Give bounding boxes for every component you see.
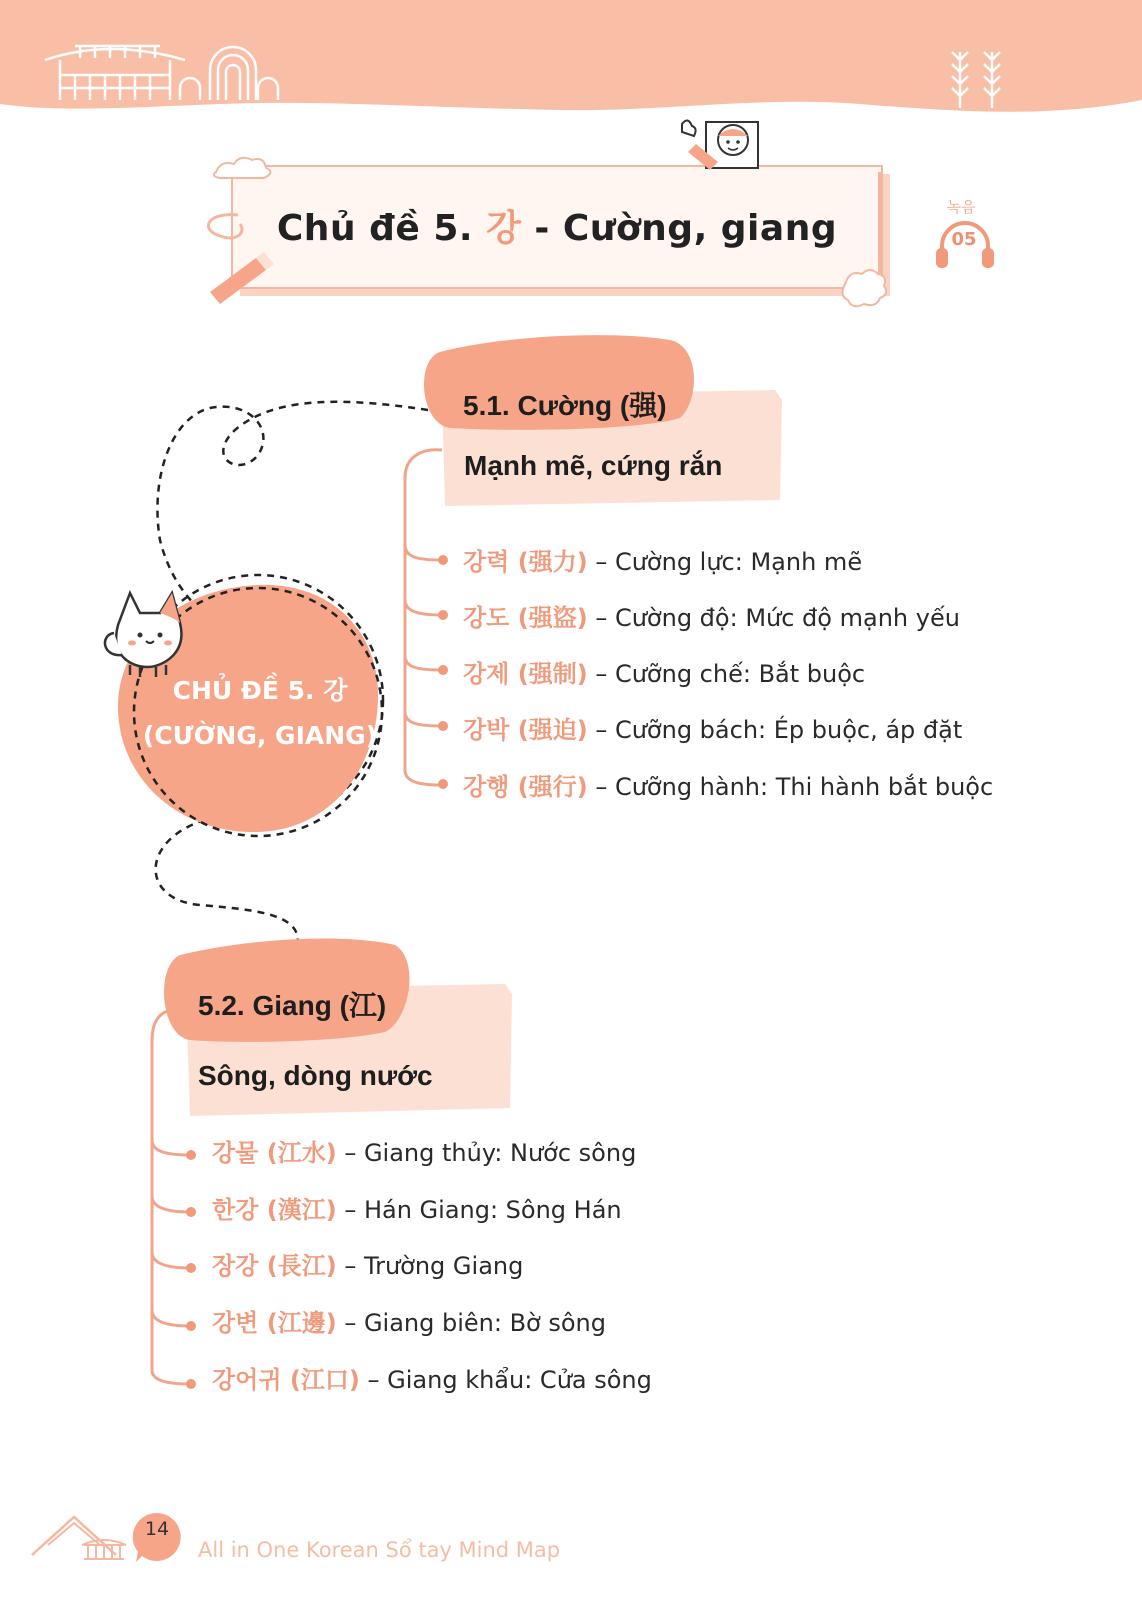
footer-house-icon [28, 1505, 128, 1565]
item-dash: – [595, 716, 608, 744]
page-number: 14 [144, 1518, 170, 1540]
list-item [212, 1246, 523, 1281]
title-prefix: Chủ đề 5. [276, 208, 474, 249]
list-item [212, 1360, 652, 1395]
item-korean: 강박 (强迫) [463, 716, 588, 744]
center-line-1: CHỦ ĐỀ 5. 강 [172, 676, 348, 705]
item-meaning: Cưỡng chế: Bắt buộc [614, 660, 866, 688]
book-title: All in One Korean Sổ tay Mind Map [198, 1538, 561, 1562]
item-dash: – [595, 773, 608, 801]
item-meaning: Cưỡng hành: Thi hành bắt buộc [614, 773, 994, 801]
item-meaning: Cường lực: Mạnh mẽ [614, 548, 863, 576]
item-korean: 강도 (强盜) [463, 604, 588, 632]
list-item [212, 1133, 636, 1168]
item-korean: 장강 (長江) [212, 1252, 337, 1280]
item-dash: – [595, 548, 608, 576]
item-korean: 강물 (江水) [212, 1139, 337, 1167]
item-meaning: Cường độ: Mức độ mạnh yếu [614, 604, 960, 632]
section1-meaning: Mạnh mẽ, cứng rắn [464, 450, 723, 481]
item-korean: 강제 (强制) [463, 660, 588, 688]
item-dash: – [344, 1309, 357, 1337]
title-korean: 강 [486, 208, 522, 249]
item-korean: 강력 (强力) [463, 548, 588, 576]
list-item [212, 1190, 622, 1225]
item-meaning: Cưỡng bách: Ép buộc, áp đặt [614, 716, 963, 744]
item-dash: – [595, 660, 608, 688]
recording-label: 녹음 [946, 198, 976, 216]
item-dash: – [595, 604, 608, 632]
list-item [212, 1303, 606, 1338]
item-dash: – [344, 1252, 357, 1280]
item-korean: 강어귀 (江口) [212, 1366, 360, 1394]
item-korean: 한강 (漢江) [212, 1196, 337, 1224]
item-meaning: Giang khẩu: Cửa sông [387, 1366, 652, 1394]
item-dash: – [367, 1366, 380, 1394]
section1-heading: 5.1. Cường (强) [463, 390, 667, 421]
item-meaning: Giang thủy: Nước sông [363, 1139, 637, 1167]
item-meaning: Hán Giang: Sông Hán [363, 1196, 622, 1224]
recording-number: 05 [951, 229, 977, 250]
item-dash: – [344, 1139, 357, 1167]
item-meaning: Giang biên: Bờ sông [363, 1309, 607, 1337]
item-dash: – [344, 1196, 357, 1224]
center-line-2: (CƯỜNG, GIANG) [142, 721, 378, 750]
section2-heading: 5.2. Giang (江) [198, 990, 387, 1021]
item-korean: 강행 (强行) [463, 773, 588, 801]
item-meaning: Trường Giang [363, 1252, 524, 1280]
section2-meaning: Sông, dòng nước [198, 1060, 433, 1091]
item-korean: 강변 (江邊) [212, 1309, 337, 1337]
title-suffix: - Cường, giang [534, 208, 838, 249]
